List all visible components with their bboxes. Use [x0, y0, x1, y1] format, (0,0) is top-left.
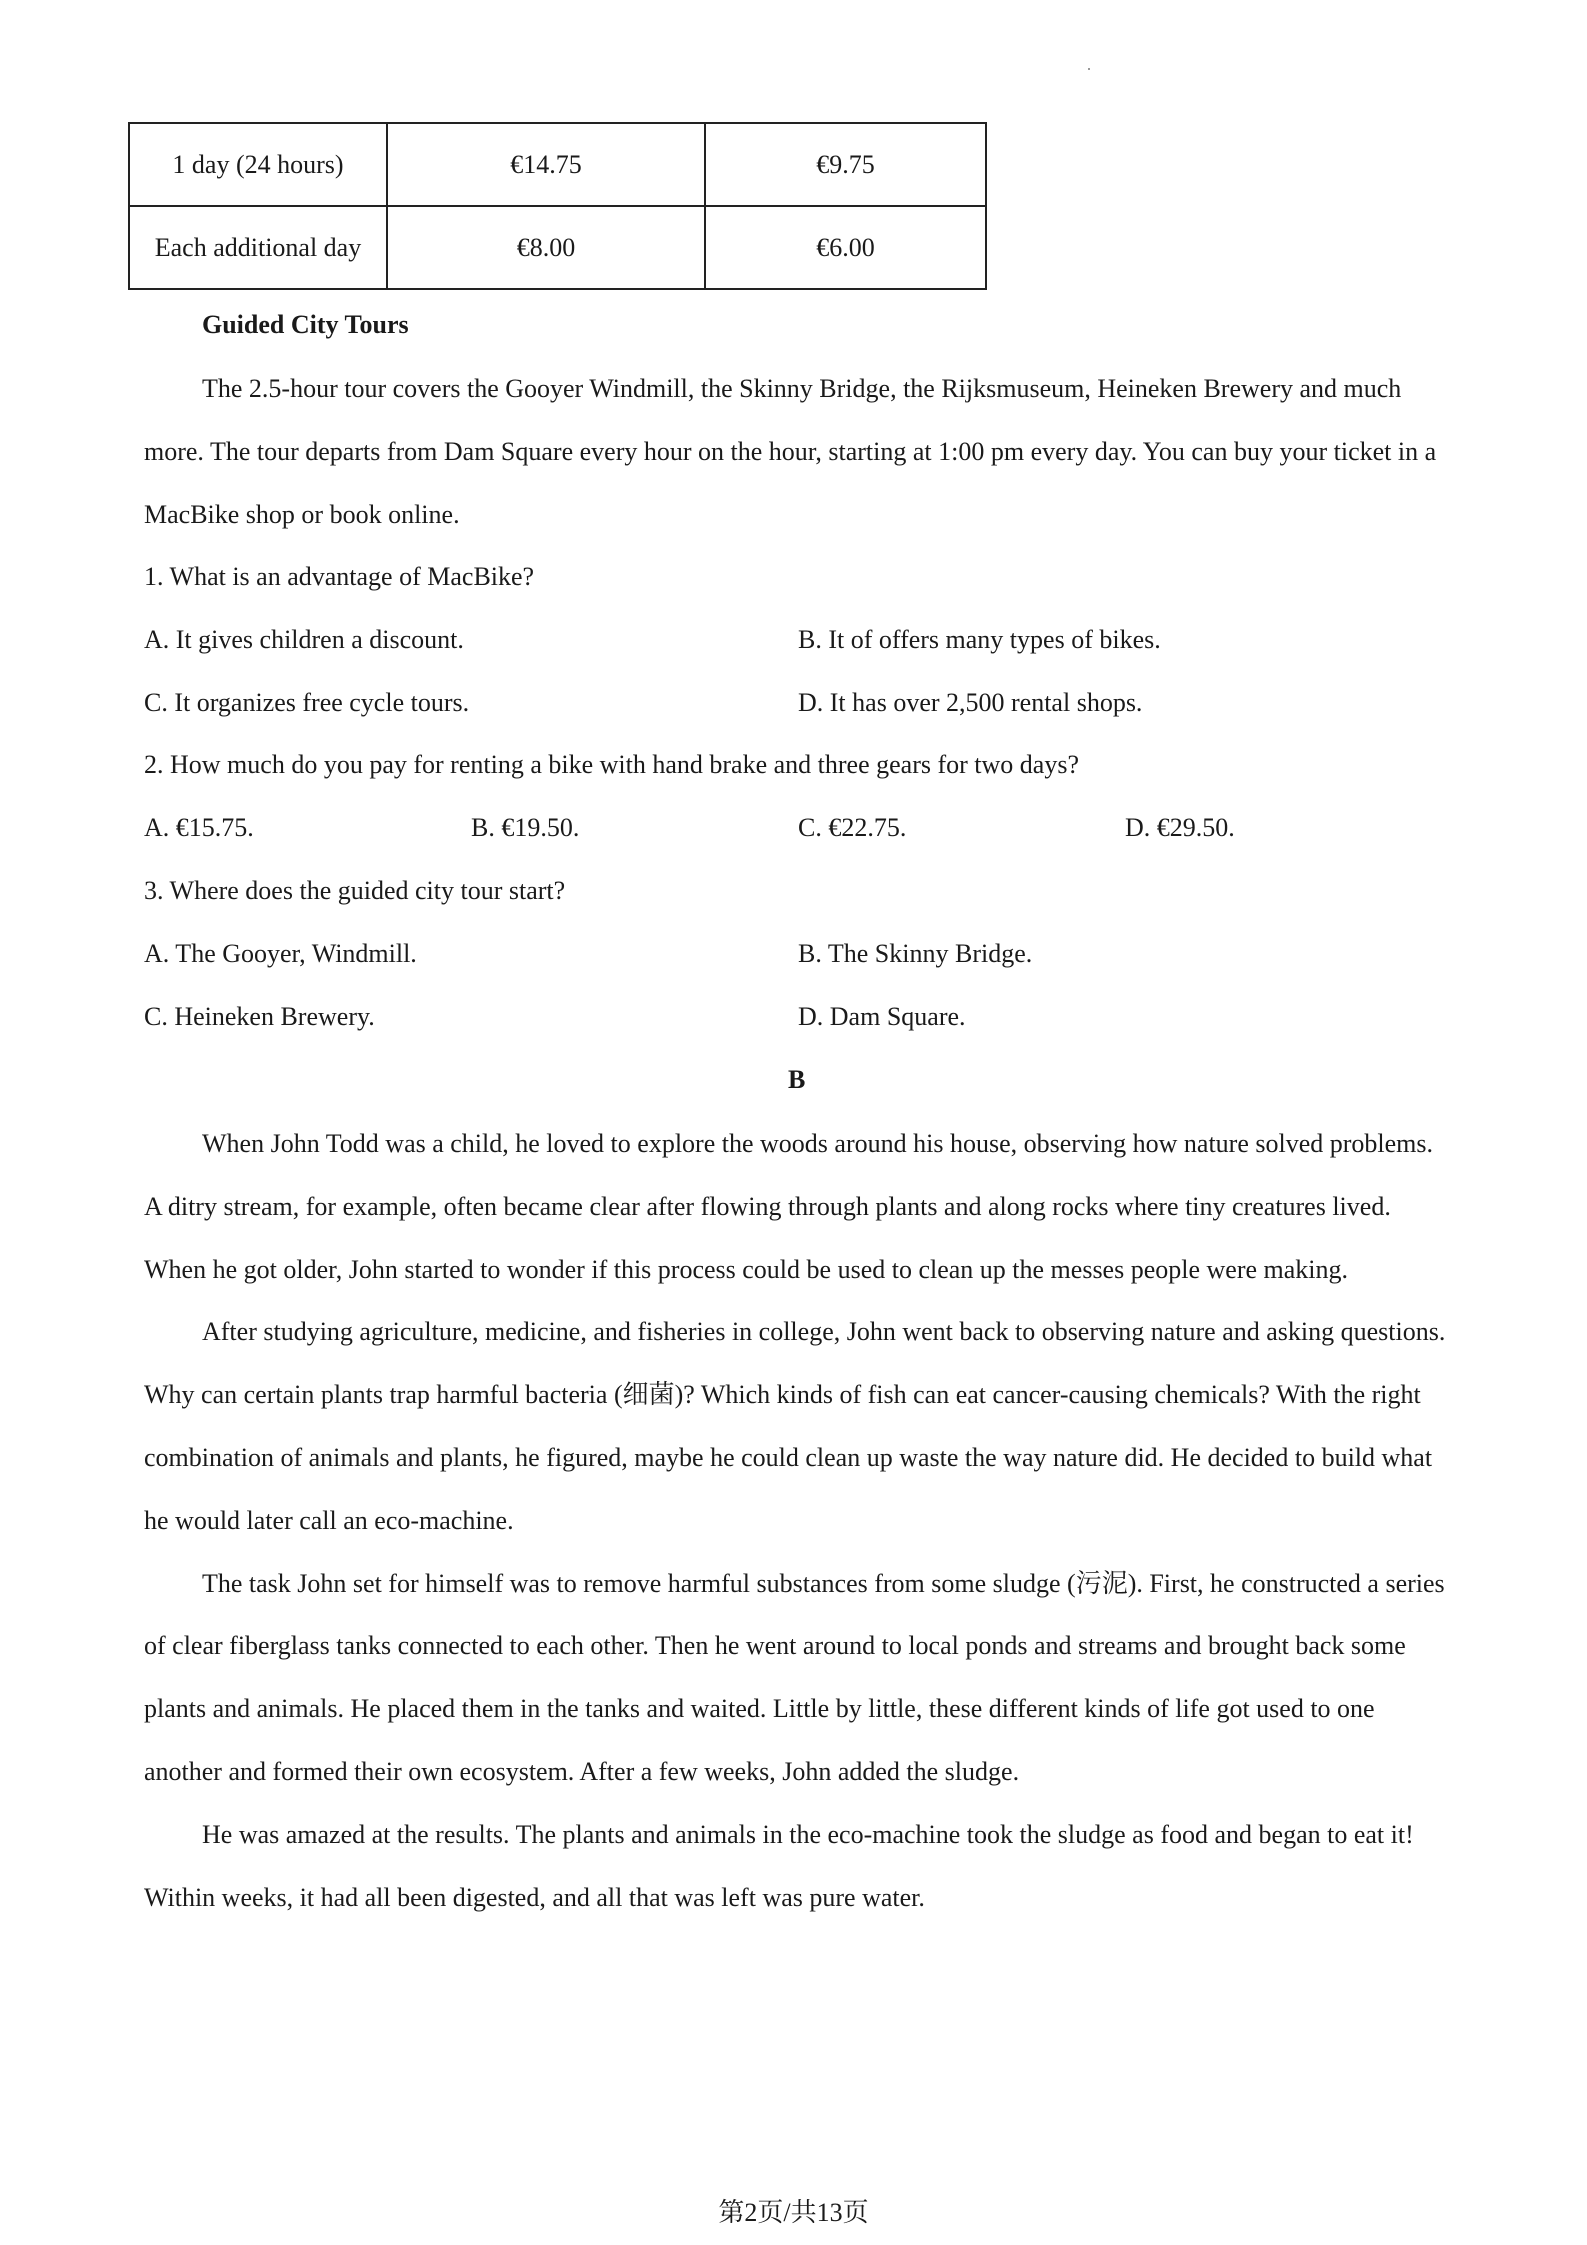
question-3: 3. Where does the guided city tour start? — [144, 876, 566, 905]
question-2: 2. How much do you pay for renting a bike with hand brake and three gears for two days? — [144, 750, 1079, 779]
tours-text — [144, 358, 1454, 546]
table-cell: 1 day (24 hours) — [129, 123, 387, 206]
question-1-option-b: B. It of offers many types of bikes. — [798, 625, 1161, 654]
speck — [1088, 68, 1090, 70]
section-heading: B — [788, 1065, 806, 1094]
question-2-option-c: C. €22.75. — [798, 813, 907, 842]
question-3-option-b: B. The Skinny Bridge. — [798, 939, 1033, 968]
tours-paragraph: The 2.5-hour tour covers the Gooyer Windmill, the Skinny Bridge, the Rijksmuseum, Heineken Brewery and much more. The tour departs from Dam Square every hour on the hour, starting at 1:00 pm every day. You can buy your ticket in a MacBike shop or book online. — [144, 374, 1437, 529]
table-row — [129, 206, 986, 289]
table-row — [129, 123, 986, 206]
question-2-option-b: B. €19.50. — [471, 813, 580, 842]
page-footer: 第2页/共13页 — [718, 2198, 869, 2227]
table-cell: €14.75 — [387, 123, 705, 206]
question-3-option-c: C. Heineken Brewery. — [144, 1002, 375, 1031]
question-2-option-d: D. €29.50. — [1125, 813, 1235, 842]
question-2-option-a: A. €15.75. — [144, 813, 254, 842]
question-3-option-a: A. The Gooyer, Windmill. — [144, 939, 417, 968]
table-cell: €6.00 — [705, 206, 986, 289]
table-cell: Each additional day — [129, 206, 387, 289]
passage-b — [144, 1113, 1454, 1929]
tours-heading: Guided City Tours — [202, 310, 409, 339]
table-cell: €9.75 — [705, 123, 986, 206]
passage-paragraph: When John Todd was a child, he loved to explore the woods around his house, observing how nature solved problems. A ditry stream, for example, often became clear after flowing through plants and along rocks where tiny creatures lived. When he got older, John started to wonder if this process could be used to clean up the messes people were making. — [144, 1129, 1434, 1284]
passage-paragraph: After studying agriculture, medicine, and fisheries in college, John went back to observing nature and asking questions. Why can certain plants trap harmful bacteria (细菌)? Which kinds of fish can eat cancer-causing chemicals? With the right combination of animals and plants, he figured, maybe he could clean up waste the way nature did. He decided to build what he would later call an eco-machine. — [144, 1317, 1446, 1535]
passage-paragraph: He was amazed at the results. The plants and animals in the eco-machine took the sludge as food and began to eat it! Within weeks, it had all been digested, and all that was left was pure water. — [144, 1819, 1414, 1912]
question-1: 1. What is an advantage of MacBike? — [144, 562, 535, 591]
price-table — [128, 122, 987, 290]
passage-paragraph: The task John set for himself was to remove harmful substances from some sludge (污泥). First, he constructed a series of clear fiberglass tanks connected to each other. Then he went around to local ponds and streams and brought back some plants and animals. He placed them in the tanks and waited. Little by little, these different kinds of life got used to one another and formed their own ecosystem. After a few weeks, John added the sludge. — [144, 1568, 1445, 1786]
question-1-option-c: C. It organizes free cycle tours. — [144, 688, 470, 717]
table-cell: €8.00 — [387, 206, 705, 289]
question-1-option-d: D. It has over 2,500 rental shops. — [798, 688, 1143, 717]
question-3-option-d: D. Dam Square. — [798, 1002, 966, 1031]
question-1-option-a: A. It gives children a discount. — [144, 625, 464, 654]
